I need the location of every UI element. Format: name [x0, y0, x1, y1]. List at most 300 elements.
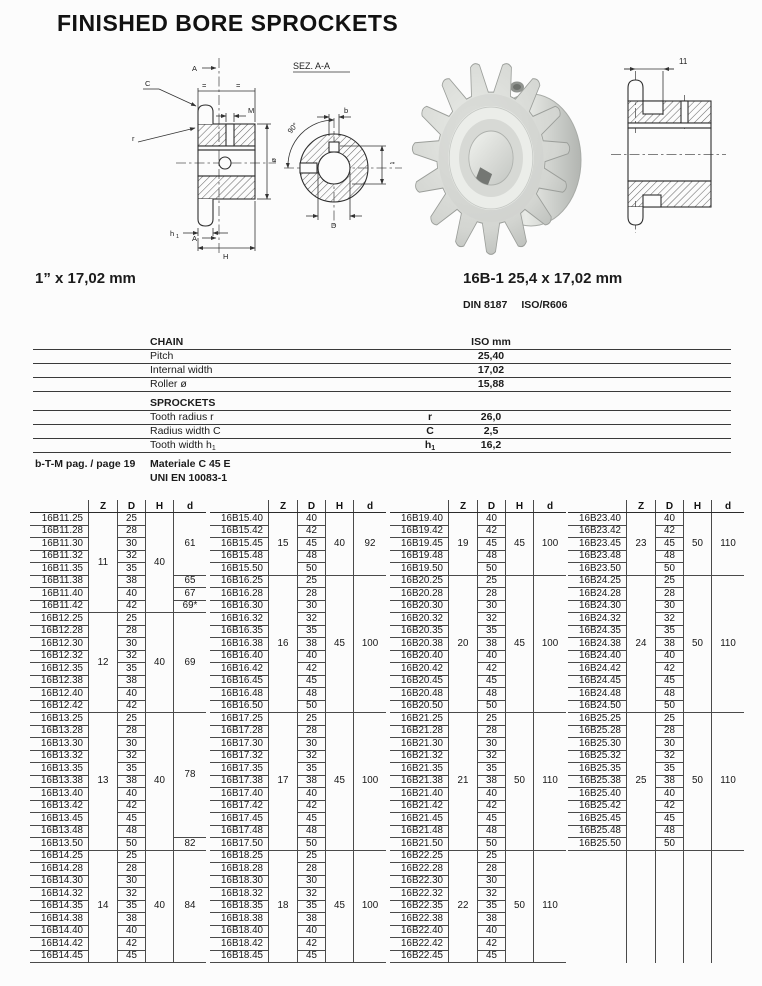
dim-label-11: 11: [679, 57, 688, 66]
part-code: 16B14.38: [30, 913, 89, 926]
standards-label: [463, 299, 581, 311]
column-header-Z: Z: [627, 500, 656, 513]
bore-diameter-D: 48: [298, 688, 326, 701]
part-code: 16B13.32: [30, 750, 89, 763]
part-row: [30, 613, 206, 626]
keyway-left: [300, 163, 317, 173]
bore-diameter-D: 30: [656, 738, 684, 751]
column-header-d: d: [534, 500, 567, 513]
teeth-count-z: 14: [89, 850, 118, 963]
part-code: 16B20.40: [390, 650, 449, 663]
hub-diameter-d: 110: [534, 713, 567, 851]
hub-diameter-d: 100: [354, 713, 387, 851]
part-code: 16B12.42: [30, 700, 89, 713]
part-code: 16B17.40: [210, 788, 269, 801]
part-code: 16B16.50: [210, 700, 269, 713]
page-title: FINISHED BORE SPROCKETS: [57, 10, 399, 36]
bore-diameter-D: 40: [298, 513, 326, 526]
dim-eq-left: =: [202, 81, 207, 90]
row-value: 2,5: [483, 425, 499, 437]
bore-diameter-D: 32: [118, 550, 146, 563]
dim-label-a-bottom: A: [192, 234, 198, 243]
part-code: 16B12.28: [30, 625, 89, 638]
bore-diameter-D: 35: [118, 563, 146, 576]
dim-label-H: H: [223, 252, 229, 261]
bore-diameter-D: 42: [478, 800, 506, 813]
bore-diameter-D: 25: [478, 575, 506, 588]
part-code: 16B16.48: [210, 688, 269, 701]
hub-diameter-d: 100: [354, 575, 387, 713]
tooth-bottom: [198, 199, 213, 226]
part-code: 16B19.42: [390, 525, 449, 538]
bore-diameter-D: 40: [478, 925, 506, 938]
bore-diameter-D: 45: [656, 675, 684, 688]
part-code: 16B12.32: [30, 650, 89, 663]
teeth-count-z: 19: [449, 513, 478, 576]
part-code: 16B20.48: [390, 688, 449, 701]
bore-diameter-D: 30: [656, 600, 684, 613]
part-code: 16B25.25: [568, 713, 627, 726]
bore-diameter-D: 48: [298, 825, 326, 838]
part-code: 16B13.50: [30, 838, 89, 851]
hub-diameter-d: 67: [174, 588, 207, 601]
column-header-D: D: [656, 500, 684, 513]
drawing-end-view: [608, 53, 760, 249]
hub-diameter-d: 100: [534, 575, 567, 713]
part-code: 16B20.42: [390, 663, 449, 676]
bore-diameter-D: 32: [478, 888, 506, 901]
tooth-top: [198, 105, 213, 124]
hub-diameter-d: 69: [174, 613, 207, 713]
material-note-line1: Materiale C 45 E: [150, 458, 231, 470]
hub-length-H: 45: [326, 575, 354, 713]
bore-diameter-D: 25: [118, 713, 146, 726]
bore-diameter-D: 38: [478, 913, 506, 926]
bore-diameter-D: 25: [118, 613, 146, 626]
hub-diameter-d: 69*: [174, 600, 207, 613]
bore-diameter-D: 25: [118, 850, 146, 863]
teeth-count-z: 17: [269, 713, 298, 851]
part-code: 16B23.48: [568, 550, 627, 563]
part-code: 16B18.35: [210, 900, 269, 913]
part-code: 16B18.30: [210, 875, 269, 888]
row-label: Tooth width h1: [150, 439, 216, 452]
bore-diameter-D: 30: [118, 538, 146, 551]
bore-diameter-D: 25: [298, 713, 326, 726]
part-code: 16B13.40: [30, 788, 89, 801]
bore-diameter-D: 48: [118, 825, 146, 838]
hub-diameter-d: 100: [534, 513, 567, 576]
hub-length-H: 45: [506, 575, 534, 713]
hub-diameter-d: 65: [174, 575, 207, 588]
part-code: 16B20.38: [390, 638, 449, 651]
hub-diameter-d: 92: [354, 513, 387, 576]
bore-diameter-D: 40: [656, 513, 684, 526]
row-symbol: r: [427, 411, 433, 423]
bore-diameter-D: 45: [298, 675, 326, 688]
bore-diameter-D: 35: [118, 900, 146, 913]
bore-diameter-D: 32: [118, 888, 146, 901]
bore-diameter-D: 32: [298, 888, 326, 901]
bore-diameter-D: 25: [478, 713, 506, 726]
part-code: 16B18.28: [210, 863, 269, 876]
empty-cell: [568, 850, 627, 963]
page-reference: b-T-M pag. / page 19: [35, 458, 136, 470]
part-code: 16B17.48: [210, 825, 269, 838]
part-code: 16B21.42: [390, 800, 449, 813]
column-header-d: d: [712, 500, 745, 513]
bore-diameter-D: 38: [118, 775, 146, 788]
bore-diameter-D: 35: [298, 900, 326, 913]
part-table: [568, 500, 744, 963]
part-code: 16B22.42: [390, 938, 449, 951]
part-code: 16B25.38: [568, 775, 627, 788]
part-code: 16B24.45: [568, 675, 627, 688]
part-code: 16B16.40: [210, 650, 269, 663]
row-value: 25,40: [477, 350, 505, 362]
bore-diameter-D: 28: [298, 725, 326, 738]
bore-diameter-D: 48: [478, 688, 506, 701]
bore-diameter-D: 38: [478, 775, 506, 788]
bore-diameter-D: 50: [478, 838, 506, 851]
part-row: [390, 850, 566, 863]
row-symbol: h1: [424, 439, 436, 452]
row-label: Pitch: [150, 350, 174, 362]
part-code: 16B25.32: [568, 750, 627, 763]
chain-spec-table: [33, 336, 731, 392]
bore-diameter-D: 28: [118, 863, 146, 876]
part-code: 16B13.28: [30, 725, 89, 738]
bore-diameter-D: 48: [298, 550, 326, 563]
bore-diameter-D: 48: [478, 825, 506, 838]
part-row: [568, 513, 744, 526]
column-header-D: D: [298, 500, 326, 513]
part-row: [210, 513, 386, 526]
dim-label-h1-sub: 1: [176, 234, 180, 240]
part-row: [210, 850, 386, 863]
part-code: 16B19.48: [390, 550, 449, 563]
bore-diameter-D: 45: [478, 538, 506, 551]
bore-diameter-D: 42: [298, 663, 326, 676]
teeth-count-z: 18: [269, 850, 298, 963]
column-header-H: H: [326, 500, 354, 513]
part-code: 16B11.42: [30, 600, 89, 613]
bore-diameter-D: 32: [656, 613, 684, 626]
chain-row-pitch: [33, 350, 731, 364]
bore-diameter-D: 45: [118, 813, 146, 826]
part-table-column-3: [390, 500, 562, 963]
bore-diameter-D: 35: [478, 763, 506, 776]
bore-diameter-D: 48: [656, 550, 684, 563]
hub-length-H: 40: [146, 613, 174, 713]
part-code: 16B17.42: [210, 800, 269, 813]
part-code: 16B22.40: [390, 925, 449, 938]
sprockets-header-row: [33, 397, 731, 411]
bore-diameter-D: 38: [118, 675, 146, 688]
part-code: 16B21.32: [390, 750, 449, 763]
dim-label-90deg: 90°: [285, 120, 300, 136]
part-code: 16B18.40: [210, 925, 269, 938]
part-code: 16B11.35: [30, 563, 89, 576]
part-code: 16B24.40: [568, 650, 627, 663]
bore-diameter-D: 32: [118, 750, 146, 763]
part-row: [30, 838, 206, 851]
bore-diameter-D: 25: [656, 575, 684, 588]
part-code: 16B22.30: [390, 875, 449, 888]
bore-diameter-D: 35: [656, 763, 684, 776]
part-code: 16B20.50: [390, 700, 449, 713]
setscrew-hole: [219, 157, 231, 169]
column-header-D: D: [478, 500, 506, 513]
part-code: 16B18.32: [210, 888, 269, 901]
row-value: 17,02: [477, 364, 505, 376]
part-code: 16B12.25: [30, 613, 89, 626]
dim-label-D: D: [331, 221, 337, 230]
bore-diameter-D: 50: [478, 563, 506, 576]
hub-length-H: 40: [146, 513, 174, 613]
bore-diameter-D: 35: [478, 900, 506, 913]
part-code: 16B20.28: [390, 588, 449, 601]
row-label: Internal width: [150, 364, 213, 376]
part-row: [568, 575, 744, 588]
empty-cell: [712, 850, 745, 963]
bore-diameter-D: 38: [298, 913, 326, 926]
dim-label-diameter: ø: [270, 158, 279, 163]
part-row: [30, 575, 206, 588]
teeth-count-z: 12: [89, 613, 118, 713]
bore-diameter-D: 32: [478, 613, 506, 626]
part-code: 16B25.42: [568, 800, 627, 813]
bore-diameter-D: 40: [478, 788, 506, 801]
part-code: 16B21.48: [390, 825, 449, 838]
column-header-part: [390, 500, 449, 513]
part-code: 16B11.38: [30, 575, 89, 588]
bore-diameter-D: 25: [298, 575, 326, 588]
teeth-count-z: 22: [449, 850, 478, 963]
bore-diameter-D: 40: [118, 788, 146, 801]
bore-diameter-D: 38: [298, 775, 326, 788]
part-code: 16B25.45: [568, 813, 627, 826]
chain-header-row: [33, 336, 731, 350]
bore-diameter-D: 35: [298, 763, 326, 776]
part-code: 16B13.42: [30, 800, 89, 813]
teeth-count-z: 24: [627, 575, 656, 713]
part-code: 16B21.30: [390, 738, 449, 751]
part-code: 16B22.32: [390, 888, 449, 901]
bore-diameter-D: 28: [298, 863, 326, 876]
sprockets-header: SPROCKETS: [150, 397, 216, 409]
part-code: 16B13.48: [30, 825, 89, 838]
part-code: 16B25.30: [568, 738, 627, 751]
bore-diameter-D: 35: [478, 625, 506, 638]
part-code: 16B14.30: [30, 875, 89, 888]
part-code: 16B19.40: [390, 513, 449, 526]
sprockets-row-tooth-width: [33, 439, 731, 453]
part-code: 16B20.32: [390, 613, 449, 626]
bore-diameter-D: 42: [118, 800, 146, 813]
bore-diameter-D: 28: [478, 588, 506, 601]
part-code: 16B17.30: [210, 738, 269, 751]
part-code: 16B16.30: [210, 600, 269, 613]
hub-length-H: 40: [146, 850, 174, 963]
drawing-section-aa: [278, 56, 420, 252]
part-code: 16B13.38: [30, 775, 89, 788]
setscrew-slot: [681, 101, 688, 123]
bore-diameter-D: 40: [118, 688, 146, 701]
hub-diameter-d: 84: [174, 850, 207, 963]
part-code: 16B19.50: [390, 563, 449, 576]
bore-diameter-D: 45: [656, 813, 684, 826]
part-code: 16B16.38: [210, 638, 269, 651]
din-standard: DIN 8187: [463, 299, 508, 311]
part-code: 16B12.38: [30, 675, 89, 688]
tooth-bottom: [628, 207, 643, 225]
part-code: 16B24.28: [568, 588, 627, 601]
keyway-top: [329, 142, 339, 152]
chain-row-roller: [33, 378, 731, 392]
part-row: [210, 713, 386, 726]
bore-diameter-D: 42: [656, 525, 684, 538]
bore-diameter-D: 28: [478, 725, 506, 738]
bore-diameter-D: 30: [478, 738, 506, 751]
part-code: 16B22.38: [390, 913, 449, 926]
part-code: 16B22.28: [390, 863, 449, 876]
part-code: 16B13.45: [30, 813, 89, 826]
column-header-d: d: [354, 500, 387, 513]
hub-length-H: 40: [326, 513, 354, 576]
iso-standard: ISO/R606: [521, 299, 568, 311]
dim-label-t: t: [388, 162, 397, 165]
part-code: 16B17.25: [210, 713, 269, 726]
bore-diameter-D: 25: [298, 850, 326, 863]
bore-diameter-D: 50: [298, 563, 326, 576]
part-row: [30, 850, 206, 863]
hub-diameter-d: 61: [174, 513, 207, 576]
bore-diameter-D: 25: [478, 850, 506, 863]
row-symbol: C: [426, 425, 434, 437]
bore-diameter-D: 30: [298, 738, 326, 751]
teeth-count-z: 23: [627, 513, 656, 576]
bore-diameter-D: 28: [118, 725, 146, 738]
bore-diameter-D: 42: [298, 800, 326, 813]
sprockets-row-tooth-radius: [33, 411, 731, 425]
chain-row-internal-width: [33, 364, 731, 378]
part-code: 16B19.45: [390, 538, 449, 551]
column-header-part: [568, 500, 627, 513]
empty-cell: [656, 850, 684, 963]
part-code: 16B12.30: [30, 638, 89, 651]
bore-diameter-D: 40: [118, 925, 146, 938]
hub-diameter-d: 110: [712, 575, 745, 713]
part-code: 16B25.50: [568, 838, 627, 851]
part-row: [390, 713, 566, 726]
part-code: 16B15.45: [210, 538, 269, 551]
hub-section-outline: [300, 134, 368, 202]
part-code: 16B11.40: [30, 588, 89, 601]
part-row: [210, 575, 386, 588]
row-label: Radius width C: [150, 425, 221, 437]
empty-filler-row: [568, 850, 744, 963]
part-code: 16B15.42: [210, 525, 269, 538]
sprocket-size-label: 16B-1 25,4 x 17,02 mm: [463, 270, 623, 287]
sprockets-spec-table: [33, 397, 731, 453]
part-row: [390, 513, 566, 526]
part-code: 16B21.50: [390, 838, 449, 851]
bore-diameter-D: 28: [118, 525, 146, 538]
column-header-part: [210, 500, 269, 513]
part-code: 16B12.40: [30, 688, 89, 701]
part-code: 16B25.40: [568, 788, 627, 801]
row-label: Tooth radius r: [150, 411, 214, 423]
step-notch: [643, 195, 661, 207]
bore-diameter-D: 25: [656, 713, 684, 726]
chain-unit: ISO mm: [471, 336, 511, 348]
hub-diameter-d: 78: [174, 713, 207, 838]
bore-diameter-D: 30: [478, 600, 506, 613]
part-code: 16B21.38: [390, 775, 449, 788]
bore-diameter-D: 35: [118, 663, 146, 676]
part-code: 16B20.45: [390, 675, 449, 688]
bore-diameter-D: 40: [478, 650, 506, 663]
dim-label-h1: h: [170, 229, 175, 238]
dim-label-m: M: [248, 106, 255, 115]
empty-cell: [627, 850, 656, 963]
part-code: 16B16.32: [210, 613, 269, 626]
bore-diameter-D: 50: [656, 563, 684, 576]
part-code: 16B21.35: [390, 763, 449, 776]
bore-diameter-D: 38: [118, 913, 146, 926]
part-code: 16B20.30: [390, 600, 449, 613]
bore-diameter-D: 28: [298, 588, 326, 601]
part-code: 16B16.45: [210, 675, 269, 688]
part-code: 16B16.35: [210, 625, 269, 638]
part-code: 16B18.38: [210, 913, 269, 926]
teeth-count-z: 25: [627, 713, 656, 851]
part-code: 16B17.35: [210, 763, 269, 776]
part-code: 16B24.25: [568, 575, 627, 588]
bore-diameter-D: 50: [656, 700, 684, 713]
bore-diameter-D: 42: [656, 663, 684, 676]
bore-diameter-D: 35: [298, 625, 326, 638]
teeth-count-z: 20: [449, 575, 478, 713]
sprocket-front: [412, 64, 569, 255]
material-note-line2: UNI EN 10083-1: [150, 472, 228, 484]
part-code: 16B14.35: [30, 900, 89, 913]
bore-diameter-D: 32: [298, 613, 326, 626]
part-table-column-4: [568, 500, 740, 963]
bore-diameter-D: 40: [656, 788, 684, 801]
column-header-Z: Z: [449, 500, 478, 513]
part-code: 16B15.50: [210, 563, 269, 576]
column-header-Z: Z: [89, 500, 118, 513]
part-code: 16B17.45: [210, 813, 269, 826]
part-table-column-2: [210, 500, 382, 963]
column-header-H: H: [506, 500, 534, 513]
dim-label-b: b: [344, 106, 349, 115]
body-outline: [628, 80, 711, 225]
row-label: Roller ø: [150, 378, 187, 390]
bore-diameter-D: 40: [298, 788, 326, 801]
part-code: 16B11.25: [30, 513, 89, 526]
bore-diameter-D: 40: [478, 513, 506, 526]
hub-length-H: 50: [506, 713, 534, 851]
part-code: 16B11.30: [30, 538, 89, 551]
bore-diameter-D: 42: [298, 525, 326, 538]
column-header-Z: Z: [269, 500, 298, 513]
part-code: 16B16.28: [210, 588, 269, 601]
chain-header: CHAIN: [150, 336, 184, 348]
bore-diameter-D: 45: [478, 675, 506, 688]
